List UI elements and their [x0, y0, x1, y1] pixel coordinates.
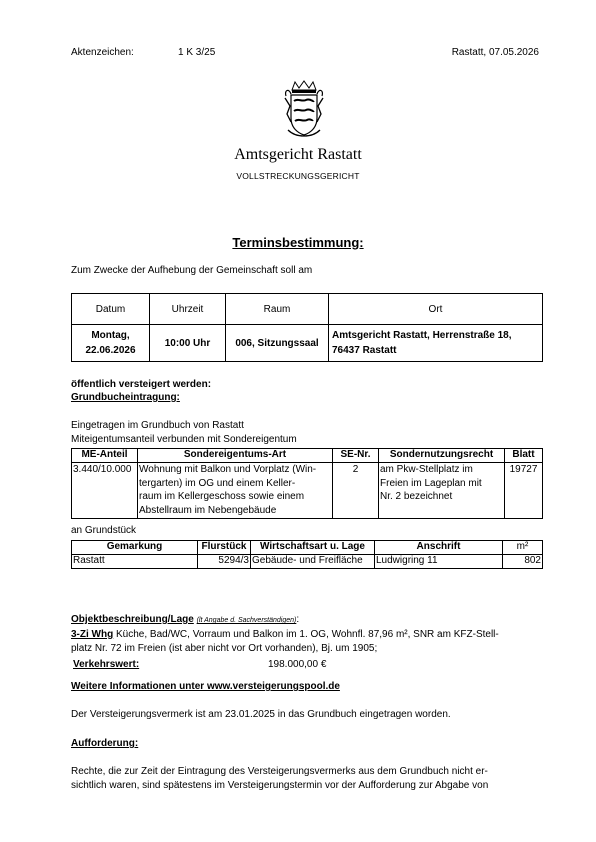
- eingetragen-text: Eingetragen im Grundbuch von Rastatt: [71, 420, 244, 431]
- objekt-type: 3-Zi Whg: [71, 629, 114, 640]
- objekt-note: (lt Angabe d. Sachverständigen): [196, 617, 297, 624]
- objekt-heading-line: Objektbeschreibung/Lage (lt Angabe d. Sachverständigen):: [71, 614, 300, 625]
- grundstueck-label: an Grundstück: [71, 525, 137, 536]
- me-anteil-value: 3.440/10.000: [72, 463, 138, 519]
- header-wirtschaftsart: Wirtschaftsart u. Lage: [251, 541, 375, 555]
- page-title: Terminsbestimmung:: [232, 235, 364, 250]
- header-flaeche: m²: [503, 541, 543, 555]
- aktenzeichen-label: Aktenzeichen:: [71, 47, 134, 58]
- place-date: Rastatt, 07.05.2026: [451, 47, 539, 58]
- vermerk-text: Der Versteigerungsvermerk ist am 23.01.2025 in das Grundbuch eingetragen worden.: [71, 709, 451, 720]
- termin-table: [71, 293, 543, 362]
- termin-uhrzeit: 10:00 Uhr: [150, 325, 226, 362]
- header-raum: Raum: [226, 294, 329, 325]
- miteigentum-text: Miteigentumsanteil verbunden mit Sondereigentum: [71, 434, 297, 445]
- header-snr: Sondernutzungsrecht: [379, 449, 505, 463]
- header-me-anteil: ME-Anteil: [72, 449, 138, 463]
- verkehrswert-label: Verkehrswert:: [73, 659, 140, 670]
- se-nr-value: 2: [333, 463, 379, 519]
- document-header: [71, 47, 539, 61]
- court-name: Amtsgericht Rastatt: [234, 146, 362, 163]
- wirtschaftsart-value: Gebäude- und Freifläche: [251, 555, 375, 569]
- header-datum: Datum: [72, 294, 150, 325]
- blatt-value: 19727: [505, 463, 543, 519]
- aktenzeichen-value: 1 K 3/25: [178, 47, 216, 58]
- header-ort: Ort: [329, 294, 543, 325]
- versteigert-text: öffentlich versteigert werden:: [71, 379, 212, 390]
- verkehrswert-value: 198.000,00 €: [268, 659, 327, 670]
- header-blatt: Blatt: [505, 449, 543, 463]
- header-se-art: Sondereigentums-Art: [138, 449, 333, 463]
- header-se-nr: SE-Nr.: [333, 449, 379, 463]
- header-anschrift: Anschrift: [375, 541, 503, 555]
- objekt-heading: Objektbeschreibung/Lage: [71, 614, 194, 625]
- aufforderung-heading: Aufforderung:: [71, 738, 139, 749]
- flurstueck-table: [71, 540, 543, 569]
- flaeche-value: 802: [503, 555, 543, 569]
- termin-datum: Montag, 22.06.2026: [72, 325, 150, 362]
- weitere-info-link[interactable]: Weitere Informationen unter www.versteigerungspool.de: [71, 681, 340, 692]
- termin-raum: 006, Sitzungssaal: [226, 325, 329, 362]
- coat-of-arms-icon: [282, 80, 326, 142]
- sondereigentum-table: [71, 448, 543, 519]
- snr-value: am Pkw-Stellplatz im Freien im Lageplan mit Nr. 2 bezeichnet: [379, 463, 505, 519]
- header-uhrzeit: Uhrzeit: [150, 294, 226, 325]
- flurstueck-value: 5294/3: [198, 555, 251, 569]
- intro-text: Zum Zwecke der Aufhebung der Gemeinschaft soll am: [71, 265, 313, 276]
- court-department: VOLLSTRECKUNGSGERICHT: [236, 171, 360, 181]
- objekt-line-2: platz Nr. 72 im Freien (ist aber nicht vor Ort vorhanden), Bj. um 1905;: [71, 643, 378, 654]
- objekt-line-1: 3-Zi Whg Küche, Bad/WC, Vorraum und Balkon im 1. OG, Wohnfl. 87,96 m², SNR am KFZ-Stell-: [71, 629, 499, 640]
- aufforderung-line-2: sichtlich waren, sind spätestens im Versteigerungstermin vor der Aufforderung zur Abgabe von: [71, 780, 489, 791]
- header-flurstueck: Flurstück: [198, 541, 251, 555]
- header-gemarkung: Gemarkung: [72, 541, 198, 555]
- termin-ort: Amtsgericht Rastatt, Herrenstraße 18, 76437 Rastatt: [329, 325, 543, 362]
- grundbuch-heading: Grundbucheintragung:: [71, 392, 180, 403]
- anschrift-value: Ludwigring 11: [375, 555, 503, 569]
- se-art-value: Wohnung mit Balkon und Vorplatz (Win- tergarten) im OG und einem Keller- raum im Kellergeschoss sowie einem Abstellraum im Nebengebäude: [138, 463, 333, 519]
- gemarkung-value: Rastatt: [72, 555, 198, 569]
- aufforderung-line-1: Rechte, die zur Zeit der Eintragung des Versteigerungsvermerks aus dem Grundbuch nicht er-: [71, 766, 488, 777]
